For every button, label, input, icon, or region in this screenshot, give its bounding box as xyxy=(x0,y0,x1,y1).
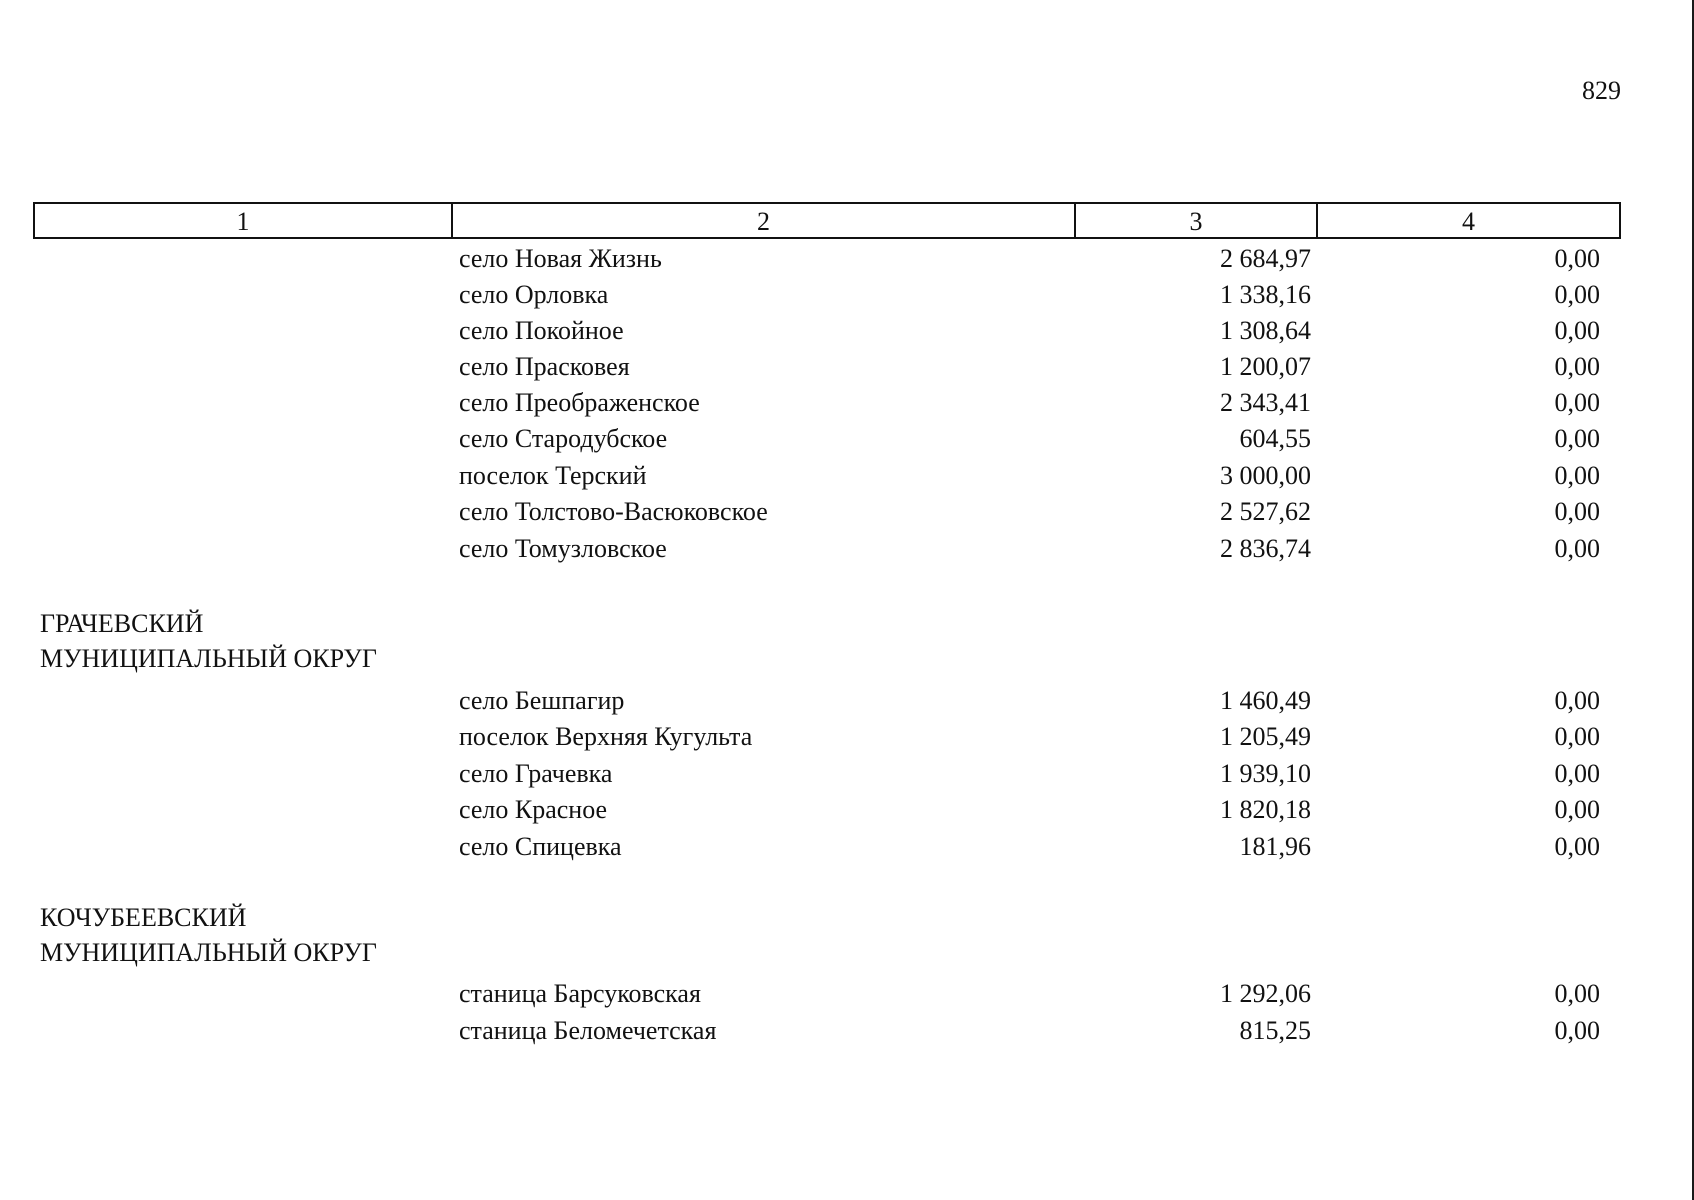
value-col-3: 1 939,10 xyxy=(1220,759,1311,788)
settlement-name: село Покойное xyxy=(459,316,624,345)
value-col-4: 0,00 xyxy=(1554,759,1600,788)
settlement-name: село Прасковея xyxy=(459,352,630,381)
value-col-4: 0,00 xyxy=(1554,244,1600,273)
settlement-name: село Спицевка xyxy=(459,832,622,861)
table-row xyxy=(0,349,1694,385)
settlement-name: село Бешпагир xyxy=(459,686,625,715)
value-col-3: 181,96 xyxy=(1239,832,1311,861)
value-col-3: 2 343,41 xyxy=(1220,388,1311,417)
district-name-line-2: МУНИЦИПАЛЬНЫЙ ОКРУГ xyxy=(40,644,377,673)
header-col-2: 2 xyxy=(453,204,1076,237)
value-col-4: 0,00 xyxy=(1554,832,1600,861)
table-header xyxy=(33,202,1621,239)
settlement-name: станица Барсуковская xyxy=(459,979,701,1008)
value-col-4: 0,00 xyxy=(1554,461,1600,490)
table-row xyxy=(0,458,1694,494)
settlement-name: село Толстово-Васюковское xyxy=(459,497,768,526)
value-col-4: 0,00 xyxy=(1554,1016,1600,1045)
value-col-4: 0,00 xyxy=(1554,424,1600,453)
value-col-4: 0,00 xyxy=(1554,388,1600,417)
value-col-4: 0,00 xyxy=(1554,686,1600,715)
value-col-3: 604,55 xyxy=(1239,424,1311,453)
settlement-name: село Преображенское xyxy=(459,388,700,417)
value-col-3: 2 836,74 xyxy=(1220,534,1311,563)
settlement-name: поселок Терский xyxy=(459,461,647,490)
district-name-line-2: МУНИЦИПАЛЬНЫЙ ОКРУГ xyxy=(40,938,377,967)
value-col-4: 0,00 xyxy=(1554,316,1600,345)
table-row xyxy=(0,719,1694,755)
settlement-name: село Новая Жизнь xyxy=(459,244,662,273)
value-col-3: 815,25 xyxy=(1239,1016,1311,1045)
value-col-4: 0,00 xyxy=(1554,979,1600,1008)
value-col-4: 0,00 xyxy=(1554,497,1600,526)
value-col-3: 1 292,06 xyxy=(1220,979,1311,1008)
table-row xyxy=(0,313,1694,349)
settlement-name: село Стародубское xyxy=(459,424,668,453)
value-col-3: 3 000,00 xyxy=(1220,461,1311,490)
table-row xyxy=(0,792,1694,828)
settlement-name: село Томузловское xyxy=(459,534,667,563)
settlement-name: село Красное xyxy=(459,795,608,824)
table-row xyxy=(0,494,1694,530)
value-col-3: 1 200,07 xyxy=(1220,352,1311,381)
page-number: 829 xyxy=(1582,76,1621,105)
district-name-line-1: КОЧУБЕЕВСКИЙ xyxy=(40,903,247,932)
value-col-4: 0,00 xyxy=(1554,352,1600,381)
settlement-name: поселок Верхняя Кугульта xyxy=(459,722,753,751)
value-col-4: 0,00 xyxy=(1554,534,1600,563)
table-row xyxy=(0,421,1694,457)
value-col-3: 1 820,18 xyxy=(1220,795,1311,824)
header-col-3: 3 xyxy=(1076,204,1318,237)
value-col-3: 1 338,16 xyxy=(1220,280,1311,309)
table-row xyxy=(0,976,1694,1012)
table-row xyxy=(0,683,1694,719)
district-name-line-1: ГРАЧЕВСКИЙ xyxy=(40,609,204,638)
value-col-3: 1 205,49 xyxy=(1220,722,1311,751)
table-row xyxy=(0,385,1694,421)
table-row xyxy=(0,531,1694,567)
header-col-1: 1 xyxy=(35,204,453,237)
value-col-3: 1 308,64 xyxy=(1220,316,1311,345)
table-row xyxy=(0,1013,1694,1049)
table-row xyxy=(0,277,1694,313)
value-col-4: 0,00 xyxy=(1554,280,1600,309)
value-col-4: 0,00 xyxy=(1554,795,1600,824)
table-row xyxy=(0,241,1694,277)
table-row xyxy=(0,756,1694,792)
value-col-3: 2 684,97 xyxy=(1220,244,1311,273)
settlement-name: село Орловка xyxy=(459,280,609,309)
settlement-name: станица Беломечетская xyxy=(459,1016,717,1045)
value-col-3: 2 527,62 xyxy=(1220,497,1311,526)
table-row xyxy=(0,829,1694,865)
settlement-name: село Грачевка xyxy=(459,759,613,788)
value-col-4: 0,00 xyxy=(1554,722,1600,751)
header-col-4: 4 xyxy=(1462,207,1475,236)
value-col-3: 1 460,49 xyxy=(1220,686,1311,715)
